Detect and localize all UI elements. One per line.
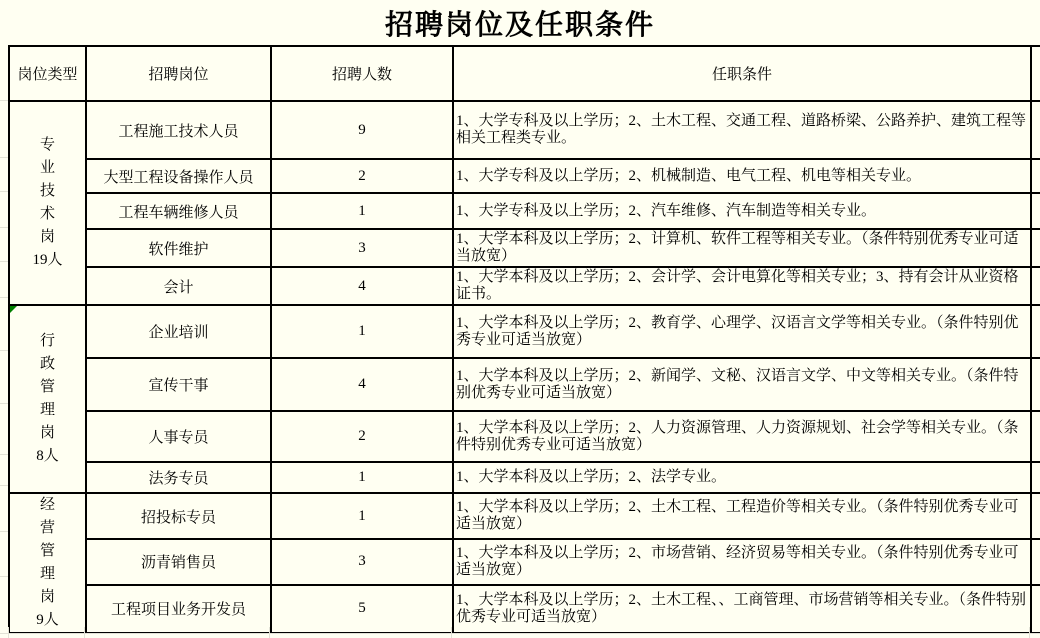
headcount-cell: 5 — [271, 585, 453, 633]
table-row — [9, 358, 1040, 411]
page-title: 招聘岗位及任职条件 — [384, 10, 655, 41]
table-row — [9, 539, 1040, 584]
sheet-gridline — [451, 627, 452, 638]
position-cell: 工程项目业务开发员 — [86, 585, 271, 633]
position-type-cell-business — [9, 493, 86, 633]
headcount-cell: 1 — [271, 462, 453, 493]
sheet-gridline — [0, 576, 8, 577]
sheet-gridline — [0, 157, 8, 158]
position-type-count: 9人 — [36, 612, 59, 628]
position-cell: 工程车辆维修人员 — [86, 193, 271, 229]
sheet-gridline — [0, 531, 8, 532]
table-row — [9, 229, 1040, 267]
position-type-label: 经营管理岗 — [39, 497, 55, 605]
table-row — [9, 462, 1040, 493]
outside-strip-cell — [1031, 267, 1040, 305]
table-row — [9, 493, 1040, 539]
requirements-cell: 1、大学本科及以上学历；2、土木工程、工程造价等相关专业。（条件特别优秀专业可适当放宽） — [453, 493, 1031, 539]
column-header-position: 招聘岗位 — [86, 46, 271, 101]
position-cell: 法务专员 — [86, 462, 271, 493]
headcount-cell: 1 — [271, 193, 453, 229]
table-row — [9, 585, 1040, 633]
outside-strip-cell — [1031, 229, 1040, 267]
sheet-gridline — [8, 627, 9, 638]
position-type-label: 专业技术岗 — [39, 137, 55, 245]
headcount-cell: 1 — [271, 493, 453, 539]
headcount-cell: 2 — [271, 411, 453, 462]
sheet-gridline — [269, 627, 270, 638]
table-row — [9, 159, 1040, 193]
position-cell: 大型工程设备操作人员 — [86, 159, 271, 193]
column-header-headcount: 招聘人数 — [271, 46, 453, 101]
headcount-cell: 1 — [271, 305, 453, 358]
headcount-cell: 4 — [271, 358, 453, 411]
requirements-cell: 1、大学专科及以上学历；2、汽车维修、汽车制造等相关专业。 — [453, 193, 1031, 229]
position-cell: 招投标专员 — [86, 493, 271, 539]
position-cell: 人事专员 — [86, 411, 271, 462]
column-header-position-type: 岗位类型 — [9, 46, 86, 101]
outside-strip-cell — [1031, 159, 1040, 193]
sheet-gridline — [0, 191, 8, 192]
headcount-cell: 4 — [271, 267, 453, 305]
position-type-count: 8人 — [36, 448, 59, 464]
table-row — [9, 411, 1040, 462]
sheet-gridline — [84, 627, 85, 638]
requirements-cell: 1、大学本科及以上学历；2、计算机、软件工程等相关专业。（条件特别优秀专业可适当放宽） — [453, 229, 1031, 267]
outside-strip-cell — [1031, 358, 1040, 411]
sheet-gridline — [0, 454, 8, 455]
position-type-label: 行政管理岗 — [39, 333, 55, 441]
requirements-cell: 1、大学本科及以上学历；2、教育学、心理学、汉语言文学等相关专业。（条件特别优秀专业可适当放宽） — [453, 305, 1031, 358]
sheet-gridline — [0, 100, 8, 101]
requirements-cell: 1、大学专科及以上学历；2、机械制造、电气工程、机电等相关专业。 — [453, 159, 1031, 193]
outside-strip-cell — [1031, 46, 1040, 101]
position-cell: 宣传干事 — [86, 358, 271, 411]
requirements-cell: 1、大学本科及以上学历；2、新闻学、文秘、汉语言文学、中文等相关专业。（条件特别优秀专业可适当放宽） — [453, 358, 1031, 411]
requirements-cell: 1、大学本科及以上学历；2、市场营销、经济贸易等相关专业。（条件特别优秀专业可适当放宽） — [453, 539, 1031, 584]
position-type-count: 19人 — [32, 252, 63, 268]
outside-strip-cell — [1031, 539, 1040, 584]
table-row — [9, 305, 1040, 358]
column-header-requirements: 任职条件 — [453, 46, 1031, 101]
sheet-gridline — [0, 403, 8, 404]
header-row — [9, 46, 1040, 101]
requirements-cell: 1、大学本科及以上学历；2、会计学、会计电算化等相关专业；3、持有会计从业资格证书。 — [453, 267, 1031, 305]
outside-strip-cell — [1031, 411, 1040, 462]
sheet-gridline — [0, 261, 8, 262]
table-row — [9, 267, 1040, 305]
outside-strip-cell — [1031, 493, 1040, 539]
outside-strip-cell — [1031, 585, 1040, 633]
position-cell: 沥青销售员 — [86, 539, 271, 584]
outside-strip-cell — [1031, 305, 1040, 358]
outside-strip-cell — [1031, 101, 1040, 159]
position-type-cell-professional — [9, 101, 86, 305]
recruitment-table — [8, 45, 1040, 634]
requirements-cell: 1、大学本科及以上学历；2、土木工程、、工商管理、市场营销等相关专业。（条件特别优秀专业可适当放宽） — [453, 585, 1031, 633]
requirements-cell: 1、大学本科及以上学历；2、法学专业。 — [453, 462, 1031, 493]
cell-error-indicator-icon — [10, 306, 17, 313]
sheet-gridline — [0, 227, 8, 228]
position-cell: 工程施工技术人员 — [86, 101, 271, 159]
outside-strip-cell — [1031, 193, 1040, 229]
headcount-cell: 2 — [271, 159, 453, 193]
sheet-gridline — [0, 633, 1040, 634]
requirements-cell: 1、大学专科及以上学历；2、土木工程、交通工程、道路桥梁、公路养护、建筑工程等相关工程类专业。 — [453, 101, 1031, 159]
table-row — [9, 101, 1040, 159]
requirements-cell: 1、大学本科及以上学历；2、人力资源管理、人力资源规划、社会学等相关专业。（条件特别优秀专业可适当放宽） — [453, 411, 1031, 462]
outside-strip-cell — [1031, 462, 1040, 493]
headcount-cell: 9 — [271, 101, 453, 159]
sheet-gridline — [0, 485, 8, 486]
sheet-gridline — [0, 297, 8, 298]
table-row — [9, 193, 1040, 229]
position-cell: 企业培训 — [86, 305, 271, 358]
sheet-gridline — [1029, 627, 1030, 638]
sheet-gridline — [0, 350, 8, 351]
position-cell: 会计 — [86, 267, 271, 305]
position-cell: 软件维护 — [86, 229, 271, 267]
headcount-cell: 3 — [271, 539, 453, 584]
position-type-cell-administrative — [9, 305, 86, 493]
headcount-cell: 3 — [271, 229, 453, 267]
